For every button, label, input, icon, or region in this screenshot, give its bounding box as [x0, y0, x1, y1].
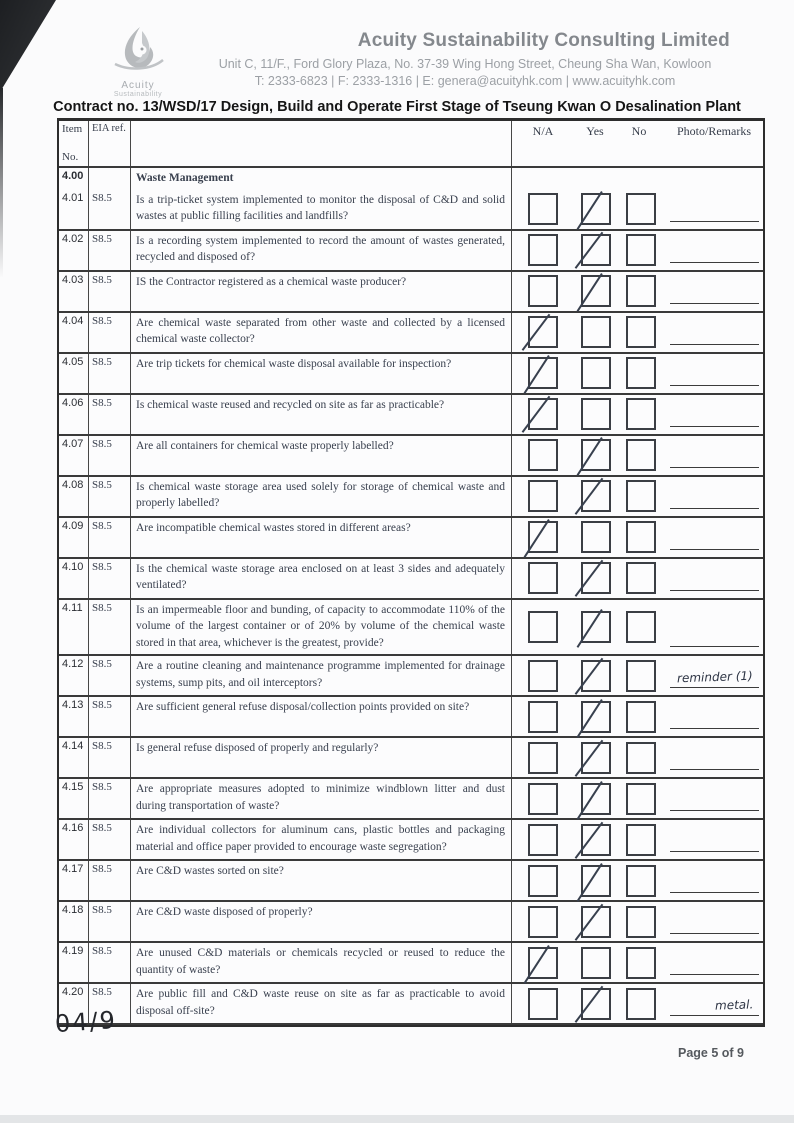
checklist-row: [59, 272, 763, 313]
checkbox-na[interactable]: [528, 316, 558, 348]
checkbox-no[interactable]: [626, 701, 656, 733]
question-text: Are chemical waste separated from other waste and collected by a licensed chemical waste collector?: [131, 313, 512, 352]
answer-cell: [512, 313, 763, 352]
item-number: 4.16: [59, 820, 89, 859]
checkbox-na[interactable]: [528, 865, 558, 897]
scan-corner-artifact: [0, 0, 56, 92]
checkbox-yes[interactable]: [581, 611, 611, 643]
eia-ref: S8.5: [89, 600, 131, 655]
checkbox-no[interactable]: [626, 357, 656, 389]
eia-ref: S8.5: [89, 477, 131, 516]
checkbox-no[interactable]: [626, 521, 656, 553]
question-text: Is a recording system implemented to record the amount of wastes generated, recycled and disposed of?: [131, 231, 512, 270]
checklist-row: [59, 697, 763, 738]
checkbox-yes[interactable]: [581, 988, 611, 1020]
header-question: [131, 121, 512, 166]
company-logo: [98, 26, 178, 98]
header-no: No: [631, 124, 647, 138]
answer-cell: [512, 354, 763, 393]
remarks-blank-line[interactable]: [670, 344, 759, 345]
question-text: Is general refuse disposed of properly and regularly?: [131, 738, 512, 777]
checkbox-na[interactable]: [528, 611, 558, 643]
answer-cell: [512, 943, 763, 982]
checkbox-na[interactable]: [528, 521, 558, 553]
header-eia-ref: EIA ref.: [89, 121, 131, 166]
eia-ref: S8.5: [89, 820, 131, 859]
checkbox-yes[interactable]: [581, 865, 611, 897]
item-number: 4.03: [59, 272, 89, 311]
checkbox-na[interactable]: [528, 398, 558, 430]
checkbox-na[interactable]: [528, 480, 558, 512]
handwritten-note: 04/9: [54, 1005, 118, 1039]
checklist-table: [57, 118, 765, 1027]
remarks-blank-line[interactable]: [670, 549, 759, 550]
checkbox-yes[interactable]: [581, 480, 611, 512]
item-number: 4.19: [59, 943, 89, 982]
remarks-blank-line[interactable]: [670, 769, 759, 770]
check-slash-mark: [524, 519, 550, 558]
eia-ref: S8.5: [89, 354, 131, 393]
checkbox-na[interactable]: [528, 234, 558, 266]
answer-cell: [512, 168, 763, 190]
check-slash-mark: [577, 437, 603, 476]
checkbox-na[interactable]: [528, 906, 558, 938]
checklist-row: [59, 518, 763, 559]
answer-cell: [512, 600, 763, 655]
eia-ref: S8.5: [89, 518, 131, 557]
item-number: 4.01: [59, 190, 89, 229]
eia-ref: S8.5: [89, 943, 131, 982]
check-slash-mark: [577, 699, 603, 738]
eia-ref: S8.5: [89, 559, 131, 598]
checkbox-yes[interactable]: [581, 398, 611, 430]
question-text: Are trip tickets for chemical waste disposal available for inspection?: [131, 354, 512, 393]
checklist-row: [59, 779, 763, 820]
remarks-blank-line[interactable]: [670, 810, 759, 811]
checkbox-yes[interactable]: [581, 824, 611, 856]
remarks-blank-line[interactable]: [670, 467, 759, 468]
remarks-blank-line[interactable]: [670, 303, 759, 304]
checkbox-na[interactable]: [528, 193, 558, 225]
checkbox-no[interactable]: [626, 947, 656, 979]
checkbox-no[interactable]: [626, 480, 656, 512]
question-text: Is an impermeable floor and bunding, of capacity to accommodate 110% of the volume of the largest container or of 20% by volume of the chemical waste stored in that area, whichever is the greatest, provide?: [131, 600, 512, 655]
answer-cell: [512, 190, 763, 229]
checklist-row: [59, 820, 763, 861]
check-slash-mark: [577, 273, 603, 312]
answer-cell: [512, 779, 763, 818]
question-text: Are all containers for chemical waste properly labelled?: [131, 436, 512, 475]
company-name: Acuity Sustainability Consulting Limited: [357, 30, 730, 51]
scan-edge-artifact: [0, 88, 3, 278]
checkbox-yes[interactable]: [581, 439, 611, 471]
answer-cell: [512, 738, 763, 777]
checkbox-yes[interactable]: [581, 275, 611, 307]
check-slash-mark: [522, 396, 550, 433]
checkbox-no[interactable]: [626, 783, 656, 815]
header-yes: Yes: [586, 124, 604, 138]
header-remarks: Photo/Remarks: [677, 124, 751, 138]
checkbox-no[interactable]: [626, 742, 656, 774]
checkbox-yes[interactable]: [581, 357, 611, 389]
item-number: 4.08: [59, 477, 89, 516]
answer-cell: [512, 436, 763, 475]
check-slash-mark: [575, 478, 603, 515]
eia-ref: S8.5: [89, 738, 131, 777]
answer-cell: [512, 272, 763, 311]
checkbox-no[interactable]: [626, 439, 656, 471]
checkbox-na[interactable]: [528, 357, 558, 389]
checklist-row: [59, 477, 763, 518]
checklist-row: [59, 600, 763, 657]
remarks-blank-line[interactable]: [670, 262, 759, 263]
checkbox-no[interactable]: [626, 316, 656, 348]
checkbox-no[interactable]: [626, 824, 656, 856]
answer-cell: [512, 697, 763, 736]
scan-bottom-artifact: [0, 1115, 794, 1123]
question-text: Waste Management: [131, 168, 512, 190]
eia-ref: S8.5: [89, 984, 131, 1023]
checkbox-no[interactable]: [626, 906, 656, 938]
table-header-row: [59, 121, 763, 168]
remarks-blank-line[interactable]: [670, 646, 759, 647]
checkbox-na[interactable]: [528, 988, 558, 1020]
checkbox-na[interactable]: [528, 701, 558, 733]
acuity-bird-leaf-logo-icon: [109, 61, 167, 78]
logo-subtext: Sustainability: [113, 91, 163, 98]
item-number: 4.20: [59, 984, 89, 1023]
check-slash-mark: [577, 781, 603, 820]
answer-cell: [512, 984, 763, 1023]
item-number: 4.02: [59, 231, 89, 270]
eia-ref: S8.5: [89, 861, 131, 900]
remarks-blank-line[interactable]: [670, 508, 759, 509]
check-slash-mark: [575, 904, 603, 941]
remarks-blank-line[interactable]: [670, 590, 759, 591]
page-number: Page 5 of 9: [678, 1046, 744, 1060]
answer-cell: [512, 395, 763, 434]
checklist-row: [59, 190, 763, 231]
question-text: Are incompatible chemical wastes stored in different areas?: [131, 518, 512, 557]
checkbox-no[interactable]: [626, 562, 656, 594]
remarks-blank-line[interactable]: [670, 426, 759, 427]
question-text: Are public fill and C&D waste reuse on site as far as practicable to avoid disposal off-site?: [131, 984, 512, 1023]
checklist-row: [59, 984, 763, 1025]
eia-ref: S8.5: [89, 697, 131, 736]
checkbox-yes[interactable]: [581, 521, 611, 553]
check-slash-mark: [575, 560, 603, 597]
question-text: Are unused C&D materials or chemicals recycled or reused to reduce the quantity of waste?: [131, 943, 512, 982]
checkbox-yes[interactable]: [581, 906, 611, 938]
handwritten-remark: metal.: [714, 997, 754, 1013]
check-slash-mark: [577, 863, 603, 902]
checkbox-na[interactable]: [528, 660, 558, 692]
eia-ref: S8.5: [89, 272, 131, 311]
checkbox-na[interactable]: [528, 742, 558, 774]
checklist-row: [59, 559, 763, 600]
checklist-row: [59, 902, 763, 943]
answer-cell: [512, 559, 763, 598]
checkbox-no[interactable]: [626, 275, 656, 307]
eia-ref: S8.5: [89, 313, 131, 352]
checkbox-na[interactable]: [528, 562, 558, 594]
eia-ref: S8.5: [89, 436, 131, 475]
checkbox-no[interactable]: [626, 660, 656, 692]
remarks-blank-line[interactable]: [670, 851, 759, 852]
checkbox-no[interactable]: [626, 988, 656, 1020]
answer-cell: [512, 518, 763, 557]
question-text: Is a trip-ticket system implemented to monitor the disposal of C&D and solid wastes at public filling facilities and landfills?: [131, 190, 512, 229]
item-number: 4.14: [59, 738, 89, 777]
eia-ref: S8.5: [89, 902, 131, 941]
checklist-row: [59, 168, 763, 190]
header-item-no: Item No.: [59, 121, 89, 166]
question-text: Is chemical waste reused and recycled on site as far as practicable?: [131, 395, 512, 434]
item-number: 4.15: [59, 779, 89, 818]
question-text: Are C&D wastes sorted on site?: [131, 861, 512, 900]
question-text: Is chemical waste storage area used solely for storage of chemical waste and properly labelled?: [131, 477, 512, 516]
item-number: 4.09: [59, 518, 89, 557]
question-text: Are C&D waste disposed of properly?: [131, 902, 512, 941]
answer-cell: [512, 902, 763, 941]
eia-ref: S8.5: [89, 190, 131, 229]
checklist-row: [59, 395, 763, 436]
checkbox-no[interactable]: [626, 398, 656, 430]
checkbox-no[interactable]: [626, 611, 656, 643]
answer-cell: [512, 861, 763, 900]
check-slash-mark: [577, 609, 603, 648]
company-address: Unit C, 11/F., Ford Glory Plaza, No. 37-39 Wing Hong Street, Cheung Sha Wan, Kowloon: [218, 57, 712, 71]
header-na: N/A: [532, 124, 554, 138]
checkbox-yes[interactable]: [581, 742, 611, 774]
contract-title: Contract no. 13/WSD/17 Design, Build and Operate First Stage of Tseung Kwan O Desalination Plant: [53, 99, 741, 115]
answer-cell: [512, 820, 763, 859]
answer-cell: [512, 231, 763, 270]
item-number: 4.17: [59, 861, 89, 900]
item-number: 4.00: [59, 168, 89, 190]
item-number: 4.04: [59, 313, 89, 352]
handwritten-remark: reminder (1): [677, 668, 754, 686]
checkbox-na[interactable]: [528, 824, 558, 856]
question-text: Is the chemical waste storage area enclosed on at least 3 sides and adequately ventilated?: [131, 559, 512, 598]
checkbox-yes[interactable]: [581, 193, 611, 225]
item-number: 4.13: [59, 697, 89, 736]
remarks-blank-line[interactable]: [670, 728, 759, 729]
checklist-row: [59, 656, 763, 697]
remarks-blank-line[interactable]: [670, 687, 759, 688]
eia-ref: S8.5: [89, 656, 131, 695]
check-slash-mark: [575, 232, 603, 269]
checkbox-na[interactable]: [528, 275, 558, 307]
checklist-row: [59, 354, 763, 395]
question-text: Are sufficient general refuse disposal/collection points provided on site?: [131, 697, 512, 736]
question-text: Are appropriate measures adopted to minimize windblown litter and dust during transportation of waste?: [131, 779, 512, 818]
question-text: IS the Contractor registered as a chemical waste producer?: [131, 272, 512, 311]
item-number: 4.07: [59, 436, 89, 475]
check-slash-mark: [577, 191, 603, 230]
check-slash-mark: [524, 945, 550, 984]
header-answers: [512, 121, 763, 166]
eia-ref: S8.5: [89, 779, 131, 818]
remarks-blank-line[interactable]: [670, 933, 759, 934]
checkbox-no[interactable]: [626, 234, 656, 266]
check-slash-mark: [575, 740, 603, 777]
checklist-row: [59, 436, 763, 477]
checklist-row: [59, 738, 763, 779]
checkbox-na[interactable]: [528, 947, 558, 979]
company-contact: T: 2333-6823 | F: 2333-1316 | E: genera@acuityhk.com | www.acuityhk.com: [254, 74, 676, 88]
checklist-row: [59, 943, 763, 984]
logo-text: Acuity: [121, 80, 155, 91]
remarks-blank-line[interactable]: [670, 892, 759, 893]
item-number: 4.12: [59, 656, 89, 695]
remarks-blank-line[interactable]: [670, 1015, 759, 1016]
item-number: 4.05: [59, 354, 89, 393]
check-slash-mark: [575, 986, 603, 1023]
answer-cell: [512, 656, 763, 695]
checklist-row: [59, 231, 763, 272]
item-number: 4.10: [59, 559, 89, 598]
check-slash-mark: [524, 355, 550, 394]
checklist-row: [59, 313, 763, 354]
item-number: 4.11: [59, 600, 89, 655]
check-slash-mark: [575, 822, 603, 859]
checkbox-yes[interactable]: [581, 562, 611, 594]
eia-ref: S8.5: [89, 395, 131, 434]
checkbox-na[interactable]: [528, 439, 558, 471]
item-number: 4.18: [59, 902, 89, 941]
eia-ref: S8.5: [89, 231, 131, 270]
item-number: 4.06: [59, 395, 89, 434]
eia-ref: [89, 168, 131, 190]
checkbox-yes[interactable]: [581, 947, 611, 979]
check-slash-mark: [575, 658, 603, 695]
check-slash-mark: [522, 314, 550, 351]
checkbox-yes[interactable]: [581, 660, 611, 692]
checkbox-na[interactable]: [528, 783, 558, 815]
letterhead: [200, 30, 730, 90]
checklist-row: [59, 861, 763, 902]
checkbox-yes[interactable]: [581, 234, 611, 266]
checkbox-yes[interactable]: [581, 701, 611, 733]
checkbox-yes[interactable]: [581, 316, 611, 348]
checkbox-no[interactable]: [626, 193, 656, 225]
question-text: Are a routine cleaning and maintenance programme implemented for drainage systems, sump pits, and oil interceptors?: [131, 656, 512, 695]
remarks-blank-line[interactable]: [670, 974, 759, 975]
remarks-blank-line[interactable]: [670, 385, 759, 386]
checkbox-yes[interactable]: [581, 783, 611, 815]
checkbox-no[interactable]: [626, 865, 656, 897]
remarks-blank-line[interactable]: [670, 221, 759, 222]
answer-cell: [512, 477, 763, 516]
question-text: Are individual collectors for aluminum cans, plastic bottles and packaging material and office paper provided to encourage waste segregation?: [131, 820, 512, 859]
